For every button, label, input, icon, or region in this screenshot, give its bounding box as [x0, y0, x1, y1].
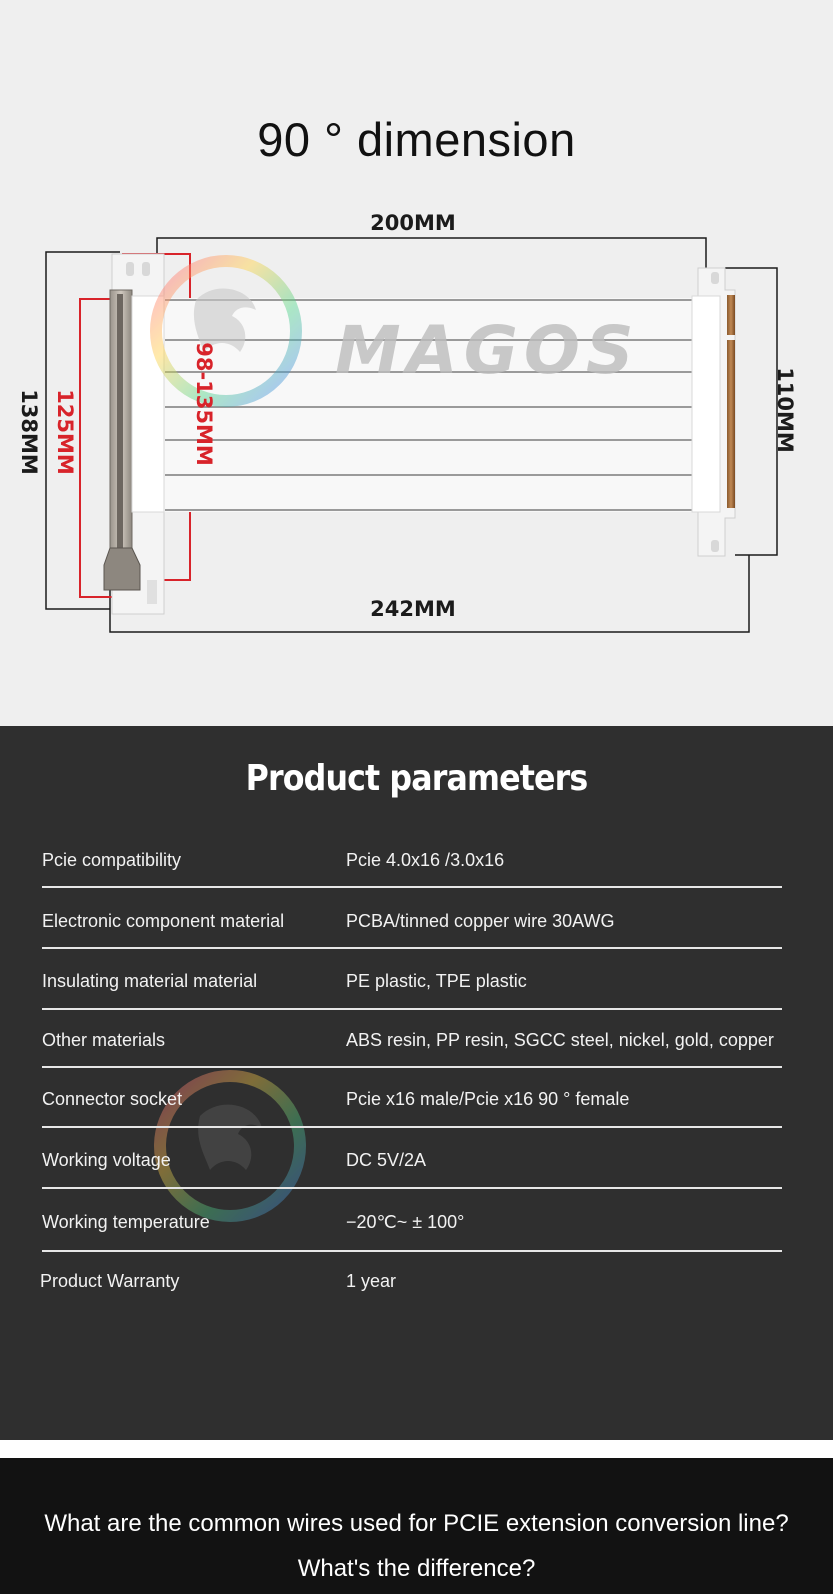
parameter-label: Product Warranty [40, 1271, 180, 1291]
row-divider [42, 1126, 782, 1128]
question-line: What's the difference? [297, 1555, 536, 1582]
parameter-row [0, 1271, 833, 1311]
parameters-title: Product parameters [245, 758, 588, 799]
parameter-value: PE plastic, TPE plastic [346, 971, 527, 991]
right-connector [692, 268, 735, 556]
parameter-row [0, 911, 833, 951]
parameter-value: 1 year [346, 1271, 397, 1291]
dimension-diagram [0, 0, 833, 726]
parameter-value: −20℃~ ± 100° [346, 1212, 465, 1232]
left-height-label: 138MM [17, 389, 41, 475]
right-height-label: 110MM [773, 367, 797, 453]
range-height-label: 98-135MM [192, 342, 216, 466]
parameter-label: Other materials [42, 1030, 166, 1050]
top-width-label: 200MM [370, 211, 456, 235]
parameter-row [0, 1212, 833, 1252]
watermark-brand-text: MAGOS [335, 312, 640, 389]
row-divider [42, 1066, 782, 1068]
parameter-value: ABS resin, PP resin, SGCC steel, nickel, gold, copper [346, 1030, 774, 1050]
parameter-row [0, 971, 833, 1011]
section-gap [0, 1440, 833, 1458]
parameter-row [0, 1030, 833, 1070]
parameter-value: PCBA/tinned copper wire 30AWG [346, 911, 615, 931]
parameter-label: Electronic component material [42, 911, 285, 931]
question-line: What are the common wires used for PCIE extension conversion line? [44, 1510, 789, 1537]
row-divider [42, 886, 782, 888]
dimension-section [0, 0, 833, 726]
parameter-row [0, 850, 833, 890]
parameter-label: Working voltage [42, 1150, 171, 1170]
parameter-label: Working temperature [42, 1212, 210, 1232]
row-divider [42, 1187, 782, 1189]
row-divider [42, 1250, 782, 1252]
bottom-width-label: 242MM [370, 597, 456, 621]
parameters-section [0, 726, 833, 1440]
parameter-label: Connector socket [42, 1089, 183, 1109]
parameter-value: DC 5V/2A [346, 1150, 427, 1170]
question-banner [0, 1458, 833, 1594]
parameter-value: Pcie x16 male/Pcie x16 90 ° female [346, 1089, 630, 1109]
parameter-label: Pcie compatibility [42, 850, 182, 870]
dimension-title: 90 ° dimension [257, 113, 576, 166]
row-divider [42, 947, 782, 949]
parameter-label: Insulating material material [42, 971, 258, 991]
row-divider [42, 1008, 782, 1010]
parameter-value: Pcie 4.0x16 /3.0x16 [346, 850, 505, 870]
parameter-row [0, 1089, 833, 1129]
slot-height-label: 125MM [53, 389, 77, 475]
parameter-row [0, 1150, 833, 1190]
